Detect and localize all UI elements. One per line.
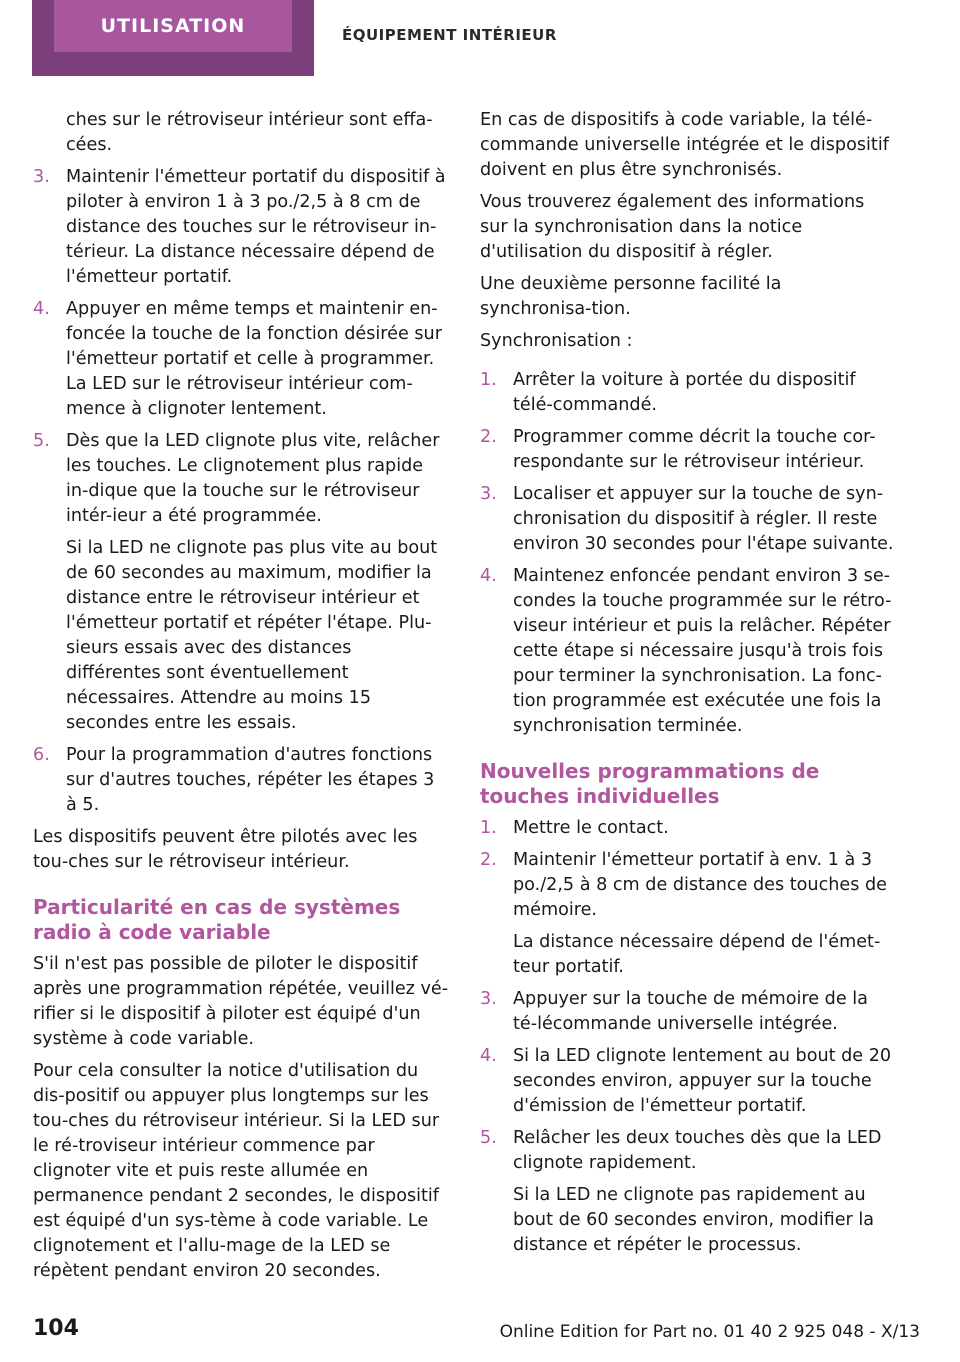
chapter-tab-label[interactable]: UTILISATION: [54, 0, 292, 52]
section-heading: Particularité en cas de systèmes radio à code variable: [33, 895, 401, 944]
paragraph: En cas de dispositifs à code variable, la télé-commande universelle intégrée et le dispositif doivent en plus être synchronisés.: [480, 110, 889, 180]
right-column: [480, 108, 896, 1265]
list-item: [480, 564, 896, 739]
step-text: Mettre le contact.: [513, 818, 669, 838]
step-number: 3.: [480, 989, 497, 1009]
edition-footer: Online Edition for Part no. 01 40 2 925 048 - X/13: [499, 1322, 920, 1342]
step-text: Maintenez enfoncée pendant environ 3 se-condes la touche programmée sur le rétro-viseur intérieur et puis la relâcher. Répéter cette étape si nécessaire jusqu'à trois fois pour terminer la synchronisation. La fonc-tion programmée est exécutée une fois la synchronisation terminée.: [513, 566, 892, 736]
step-number: 2.: [480, 427, 497, 447]
list-item: [33, 165, 449, 290]
step-number: 3.: [480, 484, 497, 504]
step-number: 5.: [33, 431, 50, 451]
step-number: 1.: [480, 818, 497, 838]
paragraph: Vous trouverez également des informations sur la synchronisation dans la notice d'utilisation du dispositif à régler.: [480, 192, 865, 262]
list-item: [480, 1126, 896, 1258]
list-item: [33, 429, 449, 736]
list-item: [480, 425, 896, 475]
list-item: [480, 482, 896, 557]
page-number: 104: [33, 1316, 79, 1341]
step-text: Appuyer en même temps et maintenir en-foncée la touche de la fonction désirée sur l'émetteur portatif et celle à programmer. La LED sur le rétroviseur intérieur com-mence à clignoter lentement.: [66, 299, 442, 419]
section-title: ÉQUIPEMENT INTÉRIEUR: [342, 26, 557, 44]
step-text: Arrêter la voiture à portée du dispositif télé-commandé.: [513, 370, 856, 415]
chapter-tab[interactable]: [32, 0, 314, 76]
list-item: [33, 297, 449, 422]
step-text: Localiser et appuyer sur la touche de syn-chronisation du dispositif à régler. Il reste environ 30 secondes pour l'étape suivante.: [513, 484, 894, 554]
continued-text: ches sur le rétroviseur intérieur sont effa-cées.: [66, 110, 433, 155]
left-column: [33, 108, 449, 1291]
step-text: Dès que la LED clignote plus vite, relâcher les touches. Le clignotement plus rapide in-dique que la touche sur le rétroviseur intér-ieur a été programmée.: [66, 431, 440, 526]
paragraph: Les dispositifs peuvent être pilotés avec les tou-ches sur le rétroviseur intérieur.: [33, 827, 418, 872]
step-note: La distance nécessaire dépend de l'émet-teur portatif.: [513, 932, 881, 977]
list-item: [33, 743, 449, 818]
list-item: [480, 368, 896, 418]
list-item: [480, 987, 896, 1037]
step-text: Relâcher les deux touches dès que la LED clignote rapidement.: [513, 1128, 882, 1173]
step-note: Si la LED ne clignote pas plus vite au bout de 60 secondes au maximum, modifier la distance entre le rétroviseur intérieur et l'émetteur portatif et répéter l'étape. Plu-sieurs essais avec des distances différentes sont éventuellement nécessaires. Attendre au moins 15 secondes entre les essais.: [66, 538, 438, 733]
step-number: 4.: [33, 299, 50, 319]
step-note: Si la LED ne clignote pas rapidement au bout de 60 secondes environ, modifier la distance et répéter le processus.: [513, 1185, 875, 1255]
list-item: [480, 816, 896, 841]
step-text: Maintenir l'émetteur portatif à env. 1 à 3 po./2,5 à 8 cm de distance des touches de mémoire.: [513, 850, 887, 920]
step-text: Programmer comme décrit la touche cor-respondante sur le rétroviseur intérieur.: [513, 427, 876, 472]
step-number: 4.: [480, 566, 497, 586]
step-text: Si la LED clignote lentement au bout de 20 secondes environ, appuyer sur la touche d'émission de l'émetteur portatif.: [513, 1046, 892, 1116]
step-number: 3.: [33, 167, 50, 187]
step-number: 1.: [480, 370, 497, 390]
step-text: Maintenir l'émetteur portatif du dispositif à piloter à environ 1 à 3 po./2,5 à 8 cm de distance des touches sur le rétroviseur in-térieur. La distance nécessaire dépend de l'émetteur portatif.: [66, 167, 446, 287]
list-item: [480, 848, 896, 980]
step-number: 4.: [480, 1046, 497, 1066]
paragraph: Synchronisation :: [480, 331, 633, 351]
step-number: 5.: [480, 1128, 497, 1148]
paragraph: S'il n'est pas possible de piloter le dispositif après une programmation répétée, veuillez vé-rifier si le dispositif à piloter est équipé d'un système à code variable.: [33, 954, 449, 1049]
list-item: [480, 1044, 896, 1119]
paragraph: Pour cela consulter la notice d'utilisation du dis-positif ou appuyer plus longtemps sur les tou-ches du rétroviseur intérieur. Si la LED sur le ré-troviseur intérieur commence par clignoter vite et puis reste allumée en permanence pendant 2 secondes, le dispositif est équipé d'un sys-tème à code variable. Le clignotement et l'allu-mage de la LED se répètent pendant environ 20 secondes.: [33, 1061, 440, 1281]
section-heading: Nouvelles programmations de touches individuelles: [480, 759, 820, 808]
paragraph: Une deuxième personne facilité la synchronisa-tion.: [480, 274, 782, 319]
step-number: 2.: [480, 850, 497, 870]
step-number: 6.: [33, 745, 50, 765]
step-text: Appuyer sur la touche de mémoire de la té-lécommande universelle intégrée.: [513, 989, 868, 1034]
step-text: Pour la programmation d'autres fonctions sur d'autres touches, répéter les étapes 3 à 5.: [66, 745, 435, 815]
